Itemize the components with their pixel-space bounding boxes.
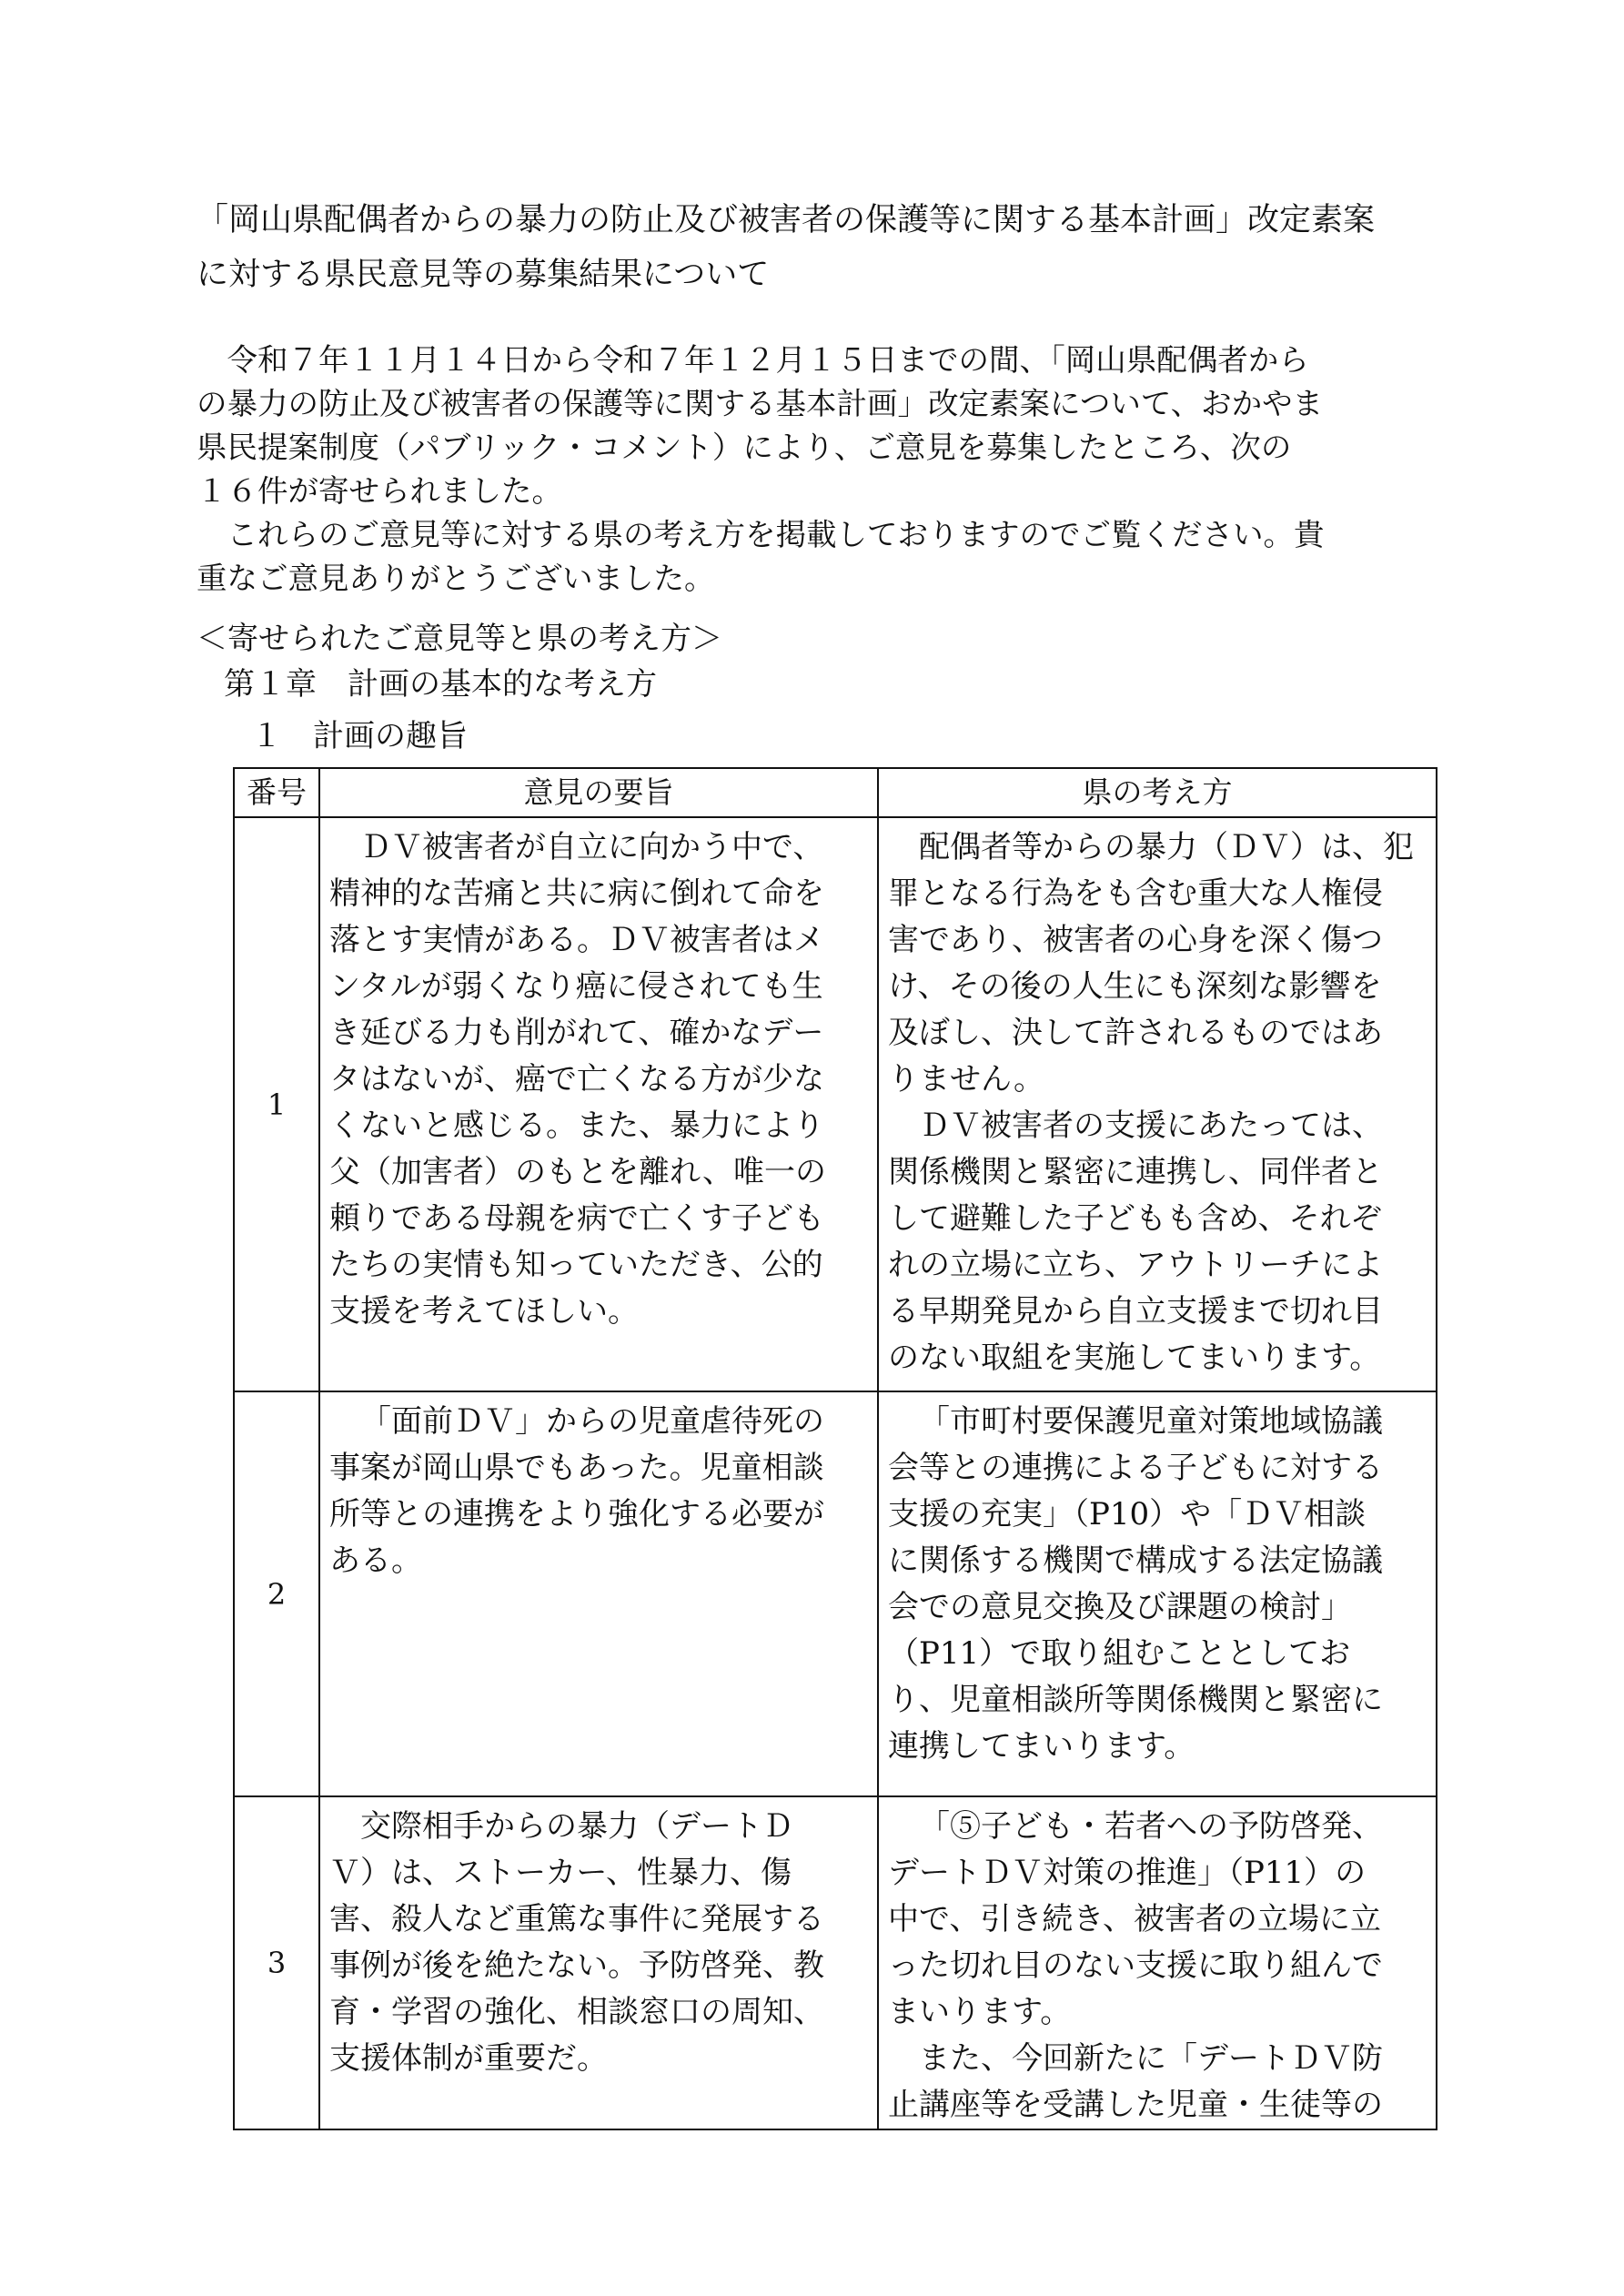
table-row (234, 817, 1437, 1391)
title-line-1: 「岡山県配偶者からの暴力の防止及び被害者の保護等に関する基本計画」改定素案 (197, 202, 1376, 238)
header-prefecture-view: 県の考え方 (878, 768, 1437, 817)
intro-paragraph-1: 令和７年１１月１４日から令和７年１２月１５日までの間、「岡山県配偶者から の暴力の防止及び被害者の保護等に関する基本計画」改定素案について、おかやま 県民提案制度（パブリック・コメント）により、ご意見を募集したところ、次の １６件が寄せられました。 (197, 342, 1324, 509)
response-cell (878, 1796, 1437, 2129)
document-title (197, 193, 1452, 302)
response-paragraph: ＤＶ被害者の支援にあたっては、 関係機関と緊密に連携し、同伴者と して避難した子どもも含め、それぞ れの立場に立ち、アウトリーチによ る早期発見から自立支援まで切れ目 のない取組を実施してまいります。 (888, 1108, 1383, 1376)
chapter-heading: 第１章 計画の基本的な考え方 (224, 666, 657, 703)
opinion-cell (319, 1391, 878, 1796)
intro-paragraph-2: これらのご意見等に対する県の考え方を掲載しておりますのでご覧ください。貴 重なご意見ありがとうございました。 (197, 517, 1325, 596)
subsection-heading: １ 計画の趣旨 (251, 718, 468, 754)
response-paragraph: 「市町村要保護児童対策地域協議 会等との連携による子どもに対する 支援の充実」（P10）や「ＤＶ相談 に関係する機関で構成する法定協議 会での意見交換及び課題の検討」 （P11）で取り組むこととしてお り、児童相談所等関係機関と緊密に 連携してまいります。 (888, 1403, 1383, 1765)
row-number: 3 (234, 1796, 319, 2129)
header-opinion-summary: 意見の要旨 (319, 768, 878, 817)
table-row (234, 1796, 1437, 2129)
section-heading: ＜寄せられたご意見等と県の考え方＞ (197, 621, 722, 657)
response-cell (878, 817, 1437, 1391)
table-header-row (234, 768, 1437, 817)
opinion-text: 交際相手からの暴力（デートＤ Ｖ）は、ストーカー、性暴力、傷 害、殺人など重篤な事件に発展する 事例が後を絶たない。予防啓発、教 育・学習の強化、相談窓口の周知、 支援体制が重要だ。 (329, 1808, 824, 2077)
header-number: 番号 (234, 768, 319, 817)
opinions-table (233, 767, 1437, 2130)
response-paragraph: 配偶者等からの暴力（ＤＶ）は、犯 罪となる行為をも含む重大な人権侵 害であり、被害者の心身を深く傷つ け、その後の人生にも深刻な影響を 及ぼし、決して許されるものではあ りません。 (888, 829, 1414, 1097)
opinion-text: 「面前ＤＶ」からの児童虐待死の 事案が岡山県でもあった。児童相談 所等との連携をより強化する必要が ある。 (329, 1403, 824, 1579)
table-row (234, 1391, 1437, 1796)
response-paragraph: また、今回新たに「デートＤＶ防 止講座等を受講した児童・生徒等の (888, 2040, 1383, 2123)
response-paragraph: 「⑤子ども・若者への予防啓発、 デートＤＶ対策の推進」（P11）の 中で、引き続き、被害者の立場に立 った切れ目のない支援に取り組んで まいります。 (888, 1808, 1383, 2030)
intro-text (197, 339, 1452, 601)
title-line-2: に対する県民意見等の募集結果について (197, 257, 770, 293)
row-number: 1 (234, 817, 319, 1391)
opinion-cell (319, 1796, 878, 2129)
row-number: 2 (234, 1391, 319, 1796)
opinion-cell (319, 817, 878, 1391)
opinion-text: ＤＶ被害者が自立に向かう中で、 精神的な苦痛と共に病に倒れて命を 落とす実情がある。ＤＶ被害者はメ ンタルが弱くなり癌に侵されても生 き延びる力も削がれて、確かなデー タはないが、癌で亡くなる方が少な くないと感じる。また、暴力により 父（加害者）のもとを離れ、唯一の 頼りである母親を病で亡くす子ども たちの実情も知っていただき、公的 支援を考えてほしい。 (329, 829, 827, 1330)
response-cell (878, 1391, 1437, 1796)
